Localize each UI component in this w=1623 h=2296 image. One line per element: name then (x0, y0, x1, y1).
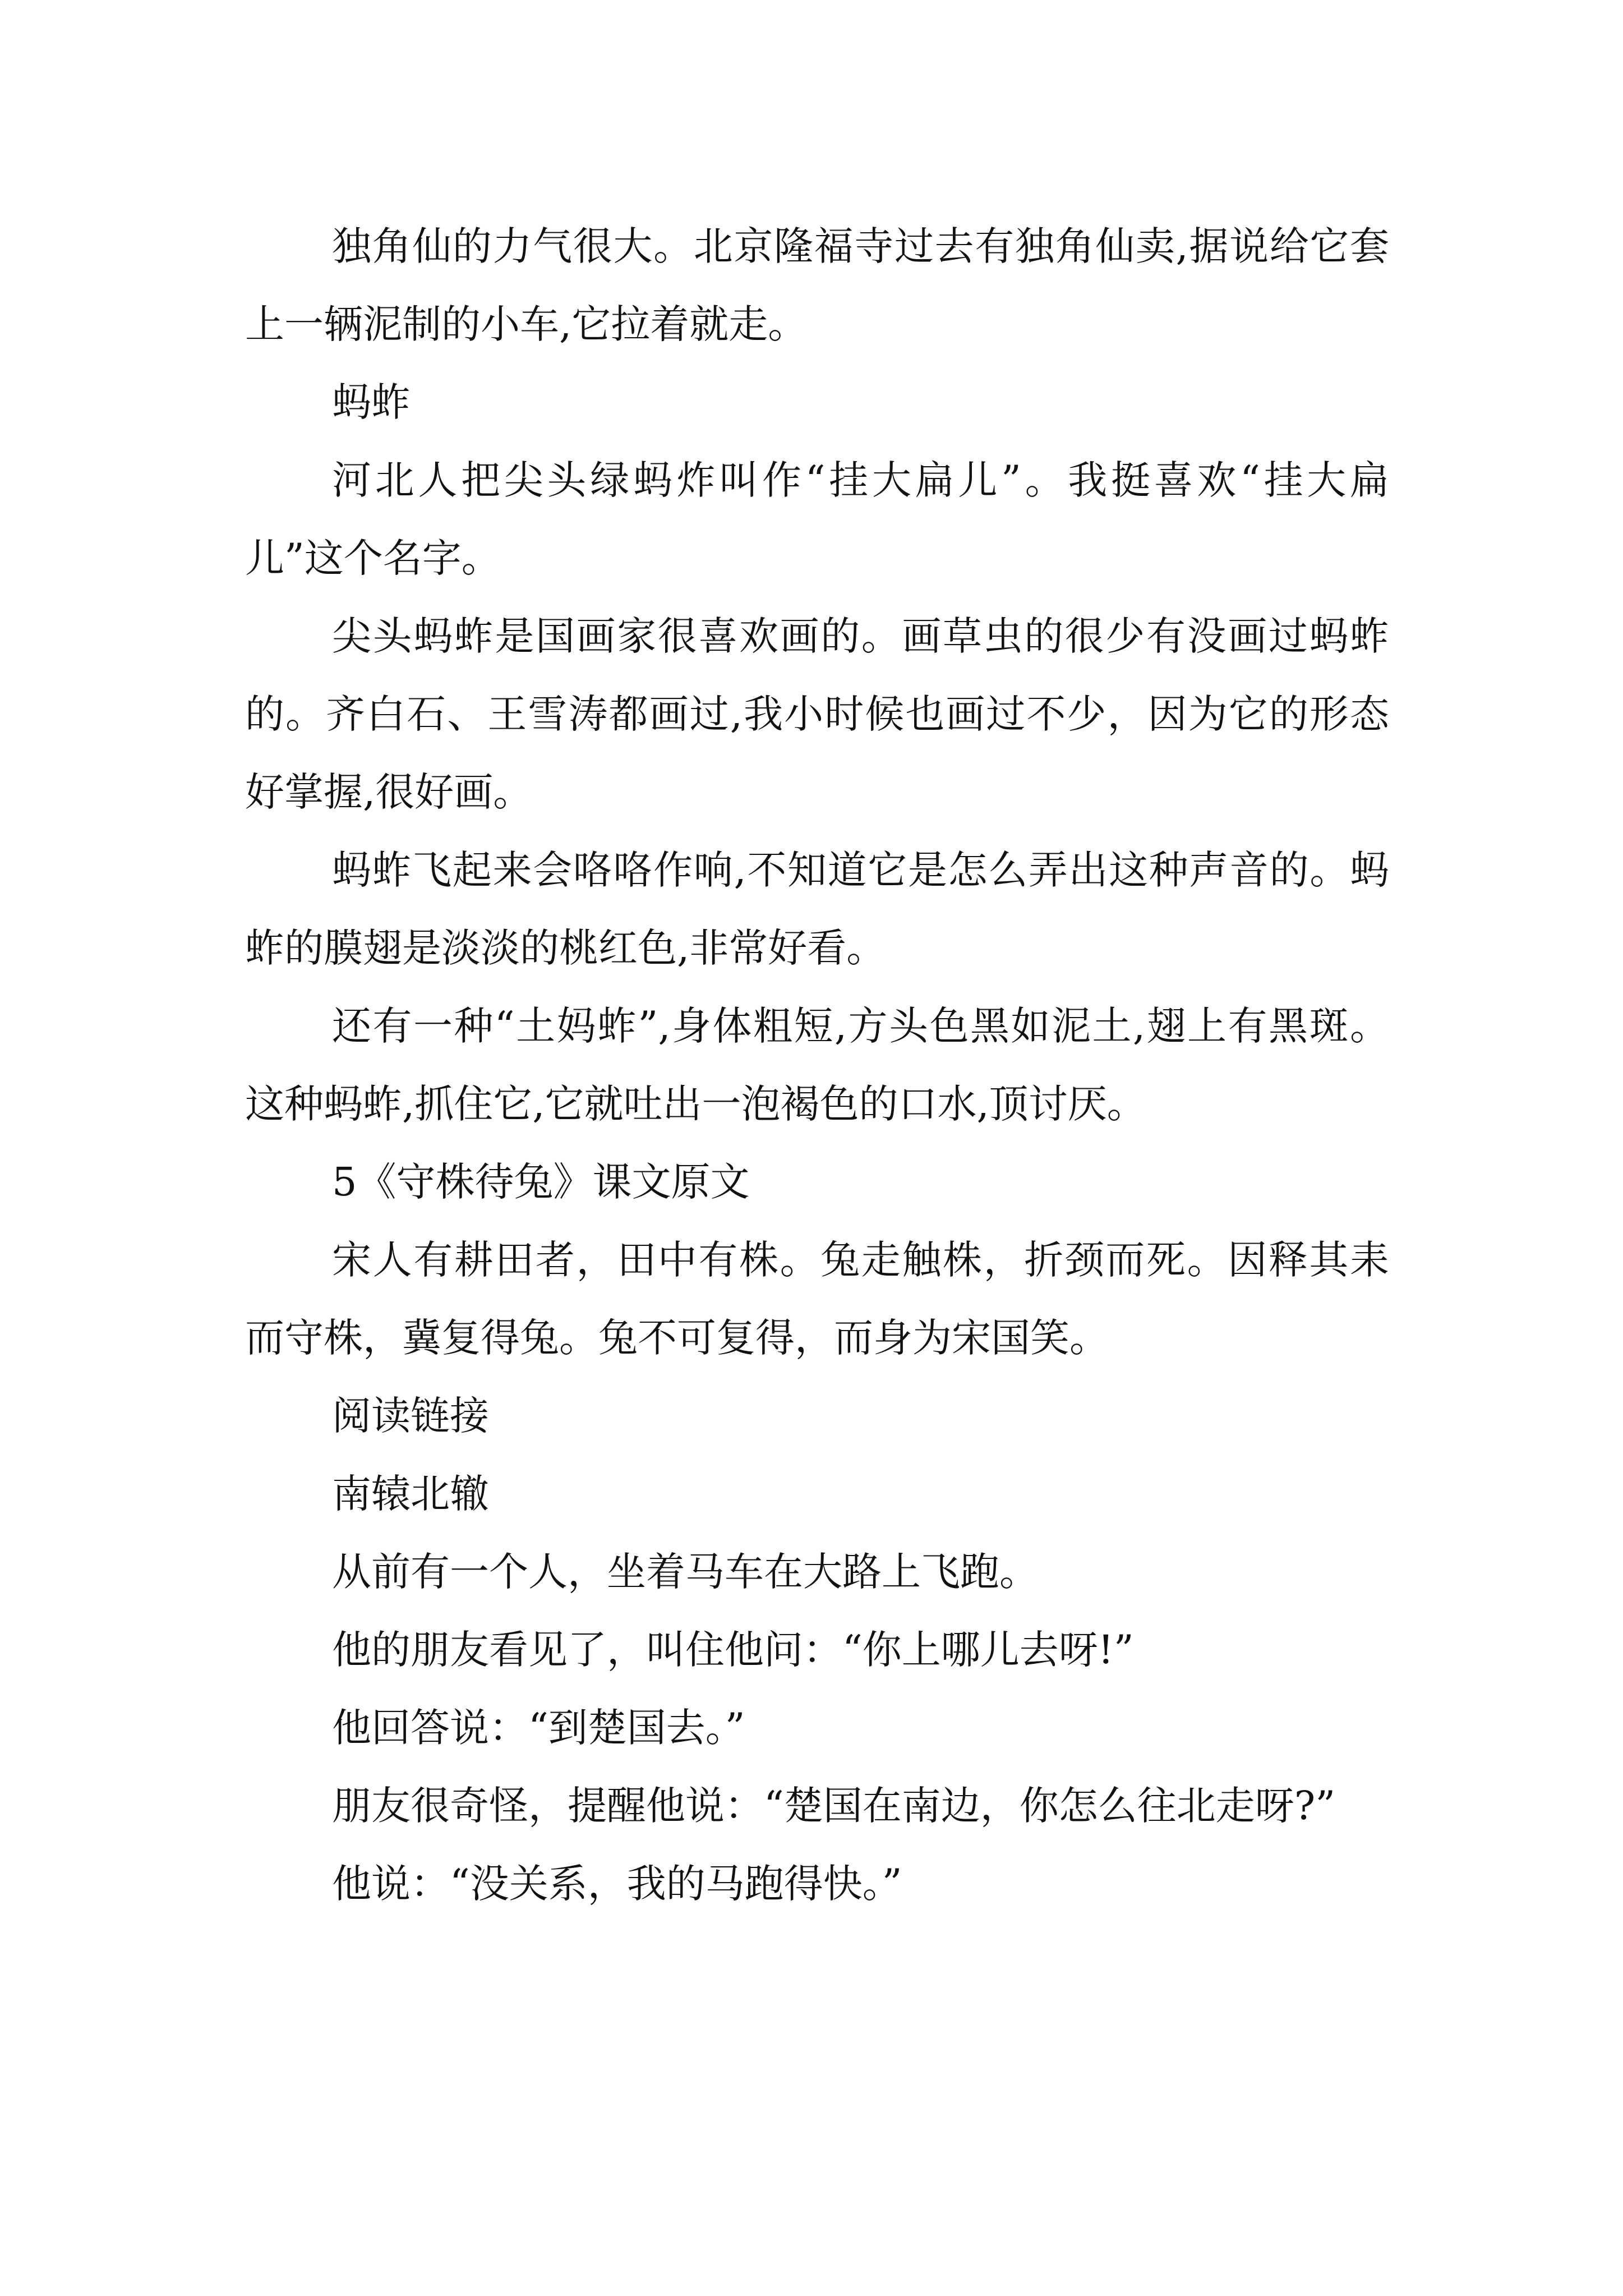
section-heading-reading-link: 阅读链接 (332, 1393, 489, 1439)
body-text (245, 208, 1389, 1923)
story-line-3: 他回答说：“到楚国去。” (332, 1705, 745, 1751)
story-line-1: 从前有一个人，坐着马车在大路上飞跑。 (332, 1549, 1039, 1595)
story-line-4: 朋友很奇怪，提醒他说：“楚国在南边，你怎么往北走呀?” (332, 1783, 1336, 1829)
paragraph-classical-text: 宋人有耕田者，田中有株。兔走触株，折颈而死。因释其耒而守株，冀复得兔。兔不可复得，而身为宋国笑。 (245, 1237, 1389, 1361)
section-heading-grasshopper: 蚂蚱 (332, 379, 411, 425)
story-line-2: 他的朋友看见了，叫住他问：“你上哪儿去呀!” (332, 1627, 1134, 1673)
paragraph-wings: 蚂蚱飞起来会咯咯作响,不知道它是怎么弄出这种声音的。蚂蚱的膜翅是淡淡的桃红色,非常好看。 (245, 847, 1389, 971)
story-title: 南辕北辙 (332, 1471, 489, 1517)
paragraph-beetle-strength: 独角仙的力气很大。北京隆福寺过去有独角仙卖,据说给它套上一辆泥制的小车,它拉着就走。 (245, 223, 1389, 347)
paragraph-painters: 尖头蚂蚱是国画家很喜欢画的。画草虫的很少有没画过蚂蚱的。齐白石、王雪涛都画过,我小时候也画过不少，因为它的形态好掌握,很好画。 (245, 613, 1389, 815)
paragraph-earth-grasshopper: 还有一种“土妈蚱”,身体粗短,方头色黑如泥土,翅上有黑斑。这种蚂蚱,抓住它,它就吐出一泡褐色的口水,顶讨厌。 (245, 1003, 1389, 1127)
section-heading-shouzhudaitu: 5《守株待兔》课文原文 (332, 1159, 750, 1205)
story-line-5: 他说：“没关系，我的马跑得快。” (332, 1861, 902, 1907)
paragraph-hebei-name: 河北人把尖头绿蚂炸叫作“挂大扁儿”。我挺喜欢“挂大扁儿”这个名字。 (245, 457, 1389, 581)
